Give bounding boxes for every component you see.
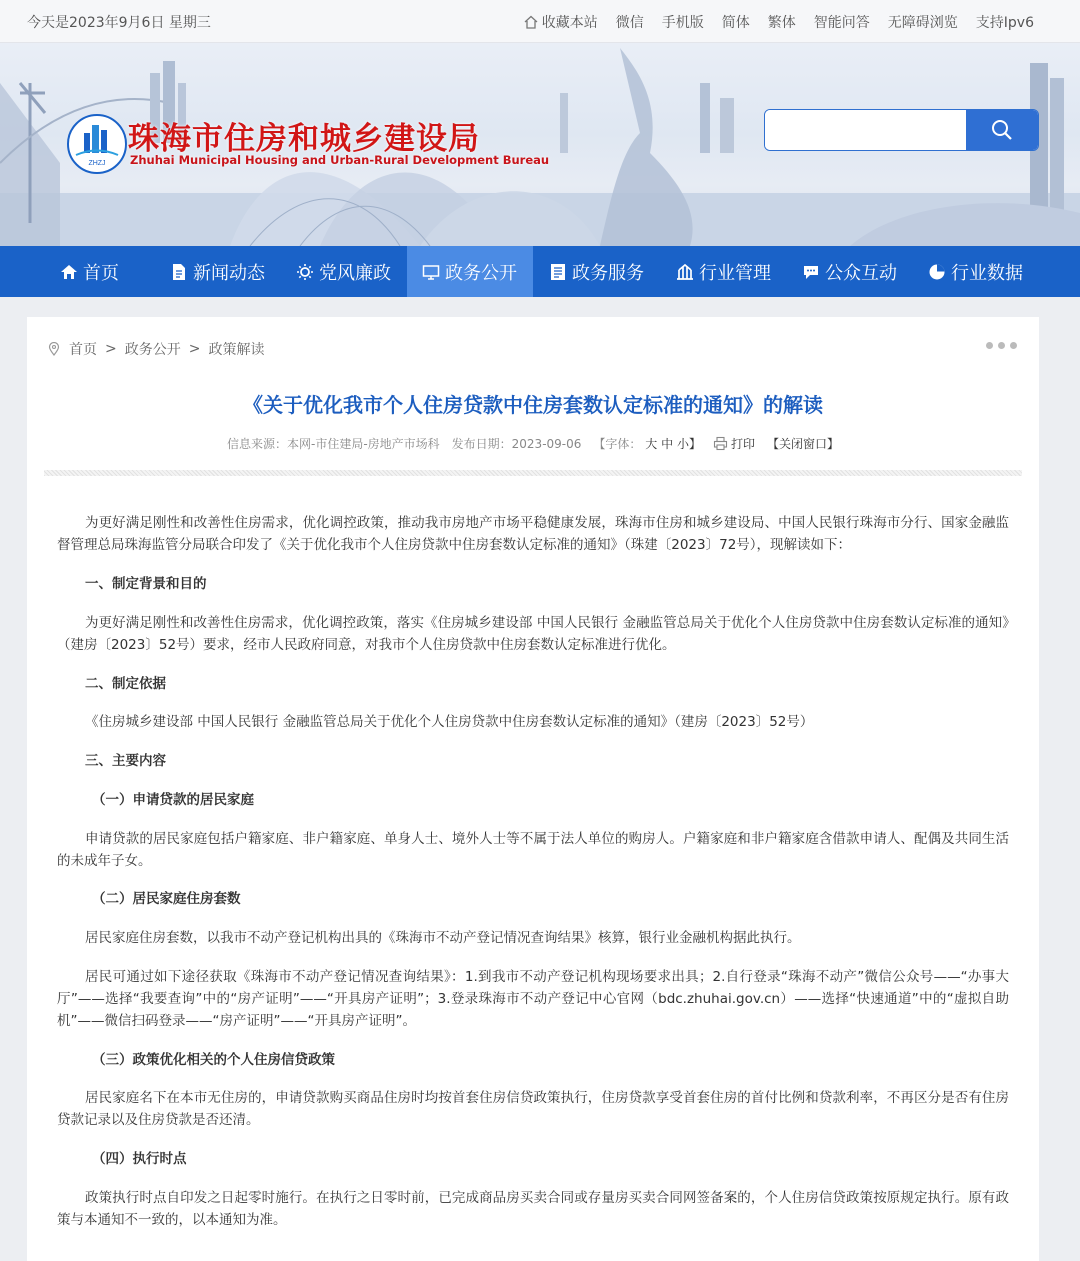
subheading-effective-time: （四）执行时点 [92,1151,187,1167]
top-utility-bar [0,0,1080,43]
smart-qa-link[interactable]: 智能问答 [813,15,870,31]
paragraph-effective-time: 政策执行时点自印发之日起零时施行。在执行之日零时前，已完成商品房买卖合同或存量房买卖合同网签备案的，个人住房信贷政策按原规定执行。原有政策与本通知不一致的，以本通知为准。 [57,1190,1009,1228]
nav-industry-data-label: 行业数据 [951,262,1023,284]
breadcrumb-policy-interpretation[interactable]: 政策解读 [208,342,265,358]
article-title: 《关于优化我市个人住房贷款中住房套数认定标准的通知》的解读 [243,393,823,417]
nav-news-label: 新闻动态 [193,262,265,284]
paragraph-query-methods: 居民可通过如下途径获取《珠海市不动产登记情况查询结果》：1.到我市不动产登记机构现场要求出具；2.自行登录“珠海不动产”微信公众号——“办事大厅”——选择“我要查询”中的“房产证明”——“开具房产证明”；3.登录珠海市不动产登记中心官网（bdc.zhuhai.gov.cn）——选择“快速通道”中的“虚拟自助机”——微信扫码登录——“房产证明”——“开具房产证明”。 [57,969,1009,1029]
nav-industry-management[interactable] [676,246,771,297]
building-icon [676,263,694,281]
font-size-large[interactable]: 大 [645,437,658,451]
close-window-button[interactable]: 【关闭窗口】 [766,437,839,451]
article-source: 信息来源：本网-市住建局-房地产市场科 [226,437,440,451]
breadcrumb-home[interactable]: 首页 [69,342,97,358]
favorite-link-label: 收藏本站 [541,15,598,31]
font-size-medium[interactable]: 中 [661,437,674,451]
chat-bubble-icon [802,263,820,281]
bureau-logo [66,113,128,175]
heading-main-content: 三、主要内容 [85,753,166,769]
font-size-small[interactable]: 小 [676,437,689,451]
nav-industry-data[interactable] [928,246,1023,297]
form-icon [549,263,567,281]
monitor-icon [422,263,440,281]
title-divider [44,470,1022,476]
breadcrumb-separator-icon: > [188,341,201,357]
nav-home-label: 首页 [83,262,119,284]
paragraph-basis: 《住房城乡建设部 中国人民银行 金融监管总局关于优化个人住房贷款中住房套数认定标准的通知》（建房〔2023〕52号） [85,714,814,730]
nav-gov-affairs-label: 政务公开 [445,262,517,284]
favorite-link[interactable] [523,12,598,32]
header-banner [0,43,1080,246]
mobile-link[interactable]: 手机版 [661,15,704,31]
nav-integrity[interactable] [296,246,391,297]
nav-industry-management-label: 行业管理 [699,262,771,284]
wechat-link[interactable]: 微信 [615,15,644,31]
document-icon [170,263,188,281]
article-date: 发布日期：2023-09-06 [451,437,582,451]
breadcrumb [47,339,264,359]
simplified-link[interactable]: 简体 [721,15,750,31]
site-search [764,109,1039,151]
home-icon [60,263,78,281]
sun-icon [296,263,314,281]
nav-news[interactable] [170,246,265,297]
print-label: 打印 [730,437,755,451]
site-title[interactable]: 珠海市住房和城乡建设局 [128,121,480,157]
breadcrumb-gov-affairs[interactable]: 政务公开 [124,342,181,358]
pie-chart-icon [928,263,946,281]
logo-text: ZHZJ [88,160,106,167]
paragraph-housing-count: 居民家庭住房套数，以我市不动产登记机构出具的《珠海市不动产登记情况查询结果》核算，银行业金融机构据此执行。 [85,930,801,946]
heading-basis: 二、制定依据 [85,676,166,692]
print-button[interactable] [713,435,755,452]
heading-background: 一、制定背景和目的 [85,576,207,592]
paragraph-background: 为更好满足刚性和改善性住房需求，优化调控政策，落实《住房城乡建设部 中国人民银行 金融监管总局关于优化个人住房贷款中住房套数认定标准的通知》（建房〔2023〕52号）要求，经市人民政府同意，对我市个人住房贷款中住房套数认定标准进行优化。 [57,615,1009,653]
nav-gov-services-label: 政务服务 [572,262,644,284]
nav-integrity-label: 党风廉政 [319,262,391,284]
current-date: 今天是2023年9月6日 星期三 [27,15,211,31]
subheading-credit-policy: （三）政策优化相关的个人住房信贷政策 [92,1052,335,1068]
font-size-end: 】 [688,437,701,451]
breadcrumb-separator-icon: > [105,341,117,357]
nav-home[interactable] [60,246,119,297]
nav-public-interaction-label: 公众互动 [825,262,897,284]
font-size-controls [593,435,701,452]
accessibility-link[interactable]: 无障碍浏览 [887,15,958,31]
printer-icon [713,436,728,451]
search-input[interactable] [765,110,966,150]
search-button[interactable] [966,110,1038,150]
nav-public-interaction[interactable] [802,246,897,297]
ipv6-link[interactable]: 支持Ipv6 [975,15,1034,31]
location-pin-icon [47,342,61,356]
nav-gov-services[interactable] [549,246,644,297]
paragraph-credit-policy: 居民家庭名下在本市无住房的，申请贷款购买商品住房时均按首套住房信贷政策执行，住房贷款享受首套住房的首付比例和贷款利率，不再区分是否有住房贷款记录以及住房贷款是否还清。 [57,1090,1009,1128]
nav-gov-affairs[interactable] [407,246,533,297]
traditional-link[interactable]: 繁体 [767,15,796,31]
article-panel [27,317,1039,1261]
paragraph-intro: 为更好满足刚性和改善性住房需求，优化调控政策，推动我市房地产市场平稳健康发展，珠海市住房和城乡建设局、中国人民银行珠海市分行、国家金融监督管理总局珠海监管分局联合印发了《关于优化我市个人住房贷款中住房套数认定标准的通知》（珠建〔2023〕72号），现解读如下： [57,515,1009,553]
subheading-housing-count: （二）居民家庭住房套数 [92,891,241,907]
home-heart-icon [523,14,539,30]
site-subtitle: Zhuhai Municipal Housing and Urban-Rural Development Bureau [130,153,550,167]
font-size-label: 【字体： [593,437,642,451]
utility-links [523,12,1034,32]
more-options-icon[interactable] [986,342,1017,349]
article-meta [27,435,1039,452]
paragraph-families: 申请贷款的居民家庭包括户籍家庭、非户籍家庭、单身人士、境外人士等不属于法人单位的购房人。户籍家庭和非户籍家庭含借款申请人、配偶及共同生活的未成年子女。 [57,831,1009,869]
subheading-families: （一）申请贷款的居民家庭 [92,792,254,808]
search-icon [991,119,1013,141]
main-navigation [0,246,1080,297]
